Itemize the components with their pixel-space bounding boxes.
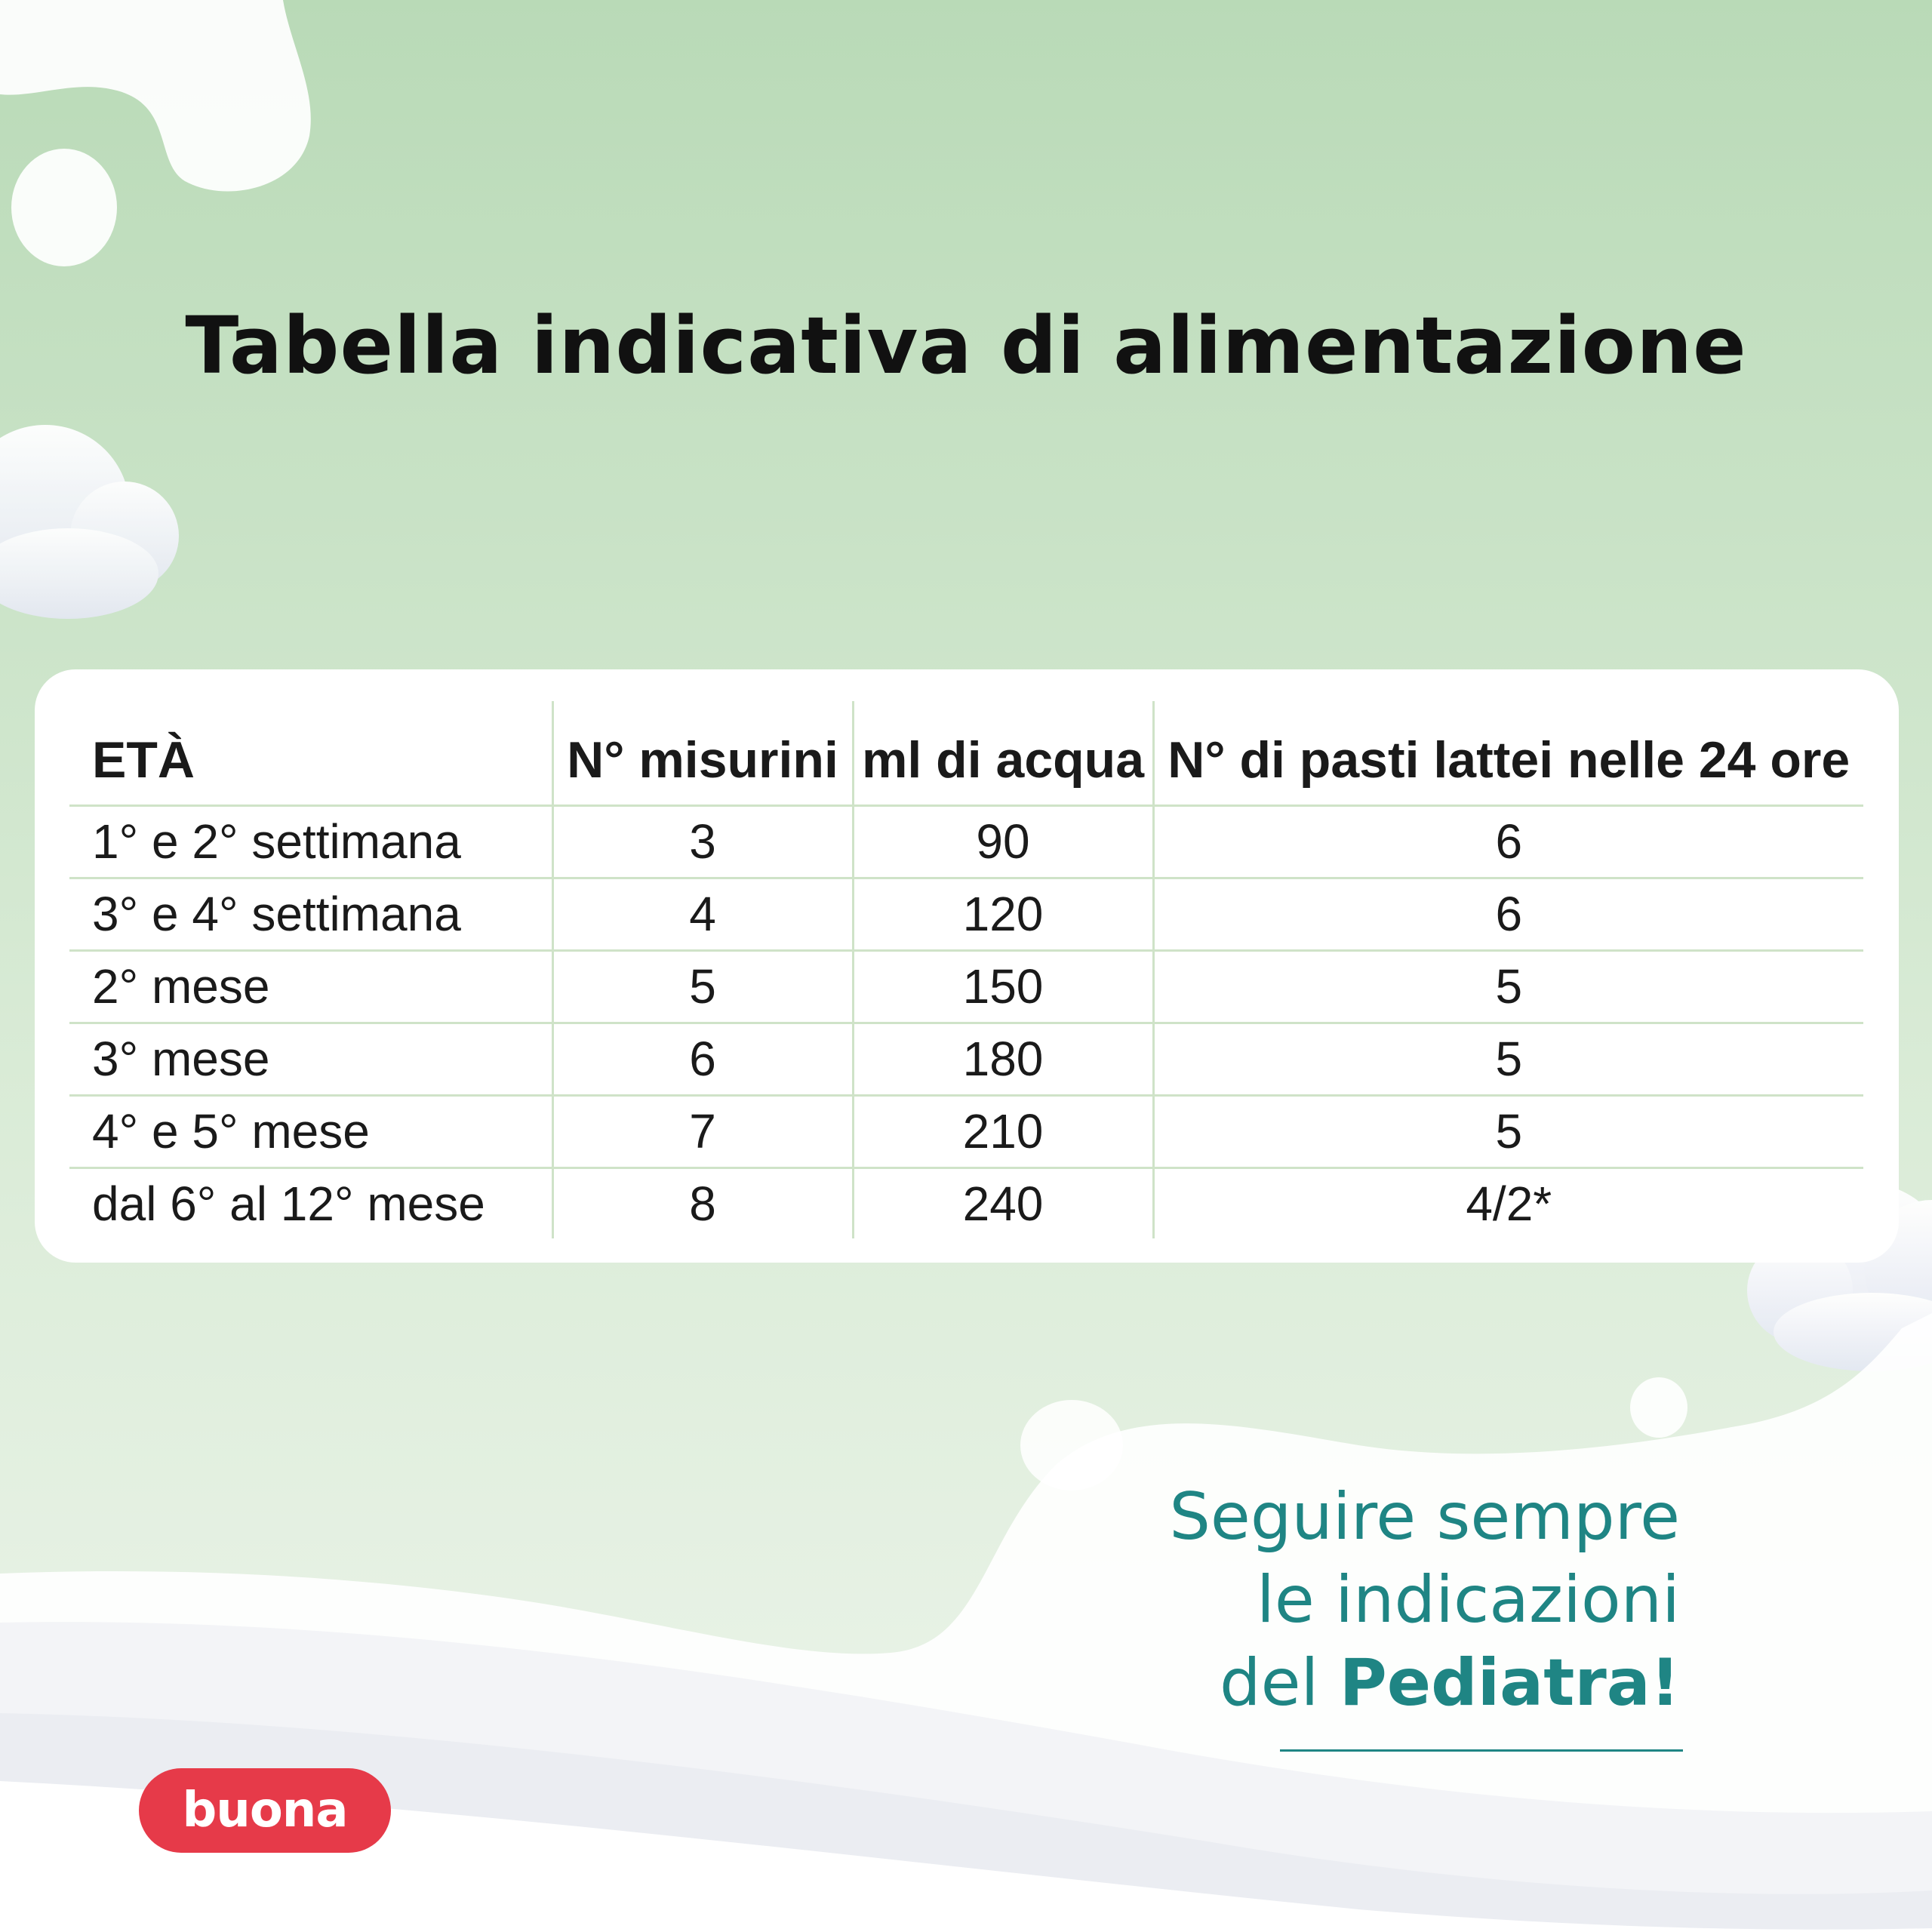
logo-text: buona <box>182 1783 348 1838</box>
pediatrician-note <box>1169 1475 1680 1724</box>
cell-scoops: 5 <box>552 950 853 1023</box>
note-line-2: le indicazioni <box>1256 1562 1680 1638</box>
column-header-meals: N° di pasti lattei nelle 24 ore <box>1153 701 1863 805</box>
note-line-3-prefix: del <box>1220 1645 1340 1721</box>
cell-age: 3° e 4° settimana <box>69 878 552 950</box>
feeding-table-card <box>35 669 1899 1263</box>
cell-age: 2° mese <box>69 950 552 1023</box>
table-row <box>69 1168 1863 1238</box>
cell-age: 3° mese <box>69 1023 552 1095</box>
cell-scoops: 8 <box>552 1168 853 1238</box>
note-line-3 <box>1169 1641 1680 1724</box>
cell-scoops: 7 <box>552 1095 853 1168</box>
cell-age: dal 6° al 12° mese <box>69 1168 552 1238</box>
cell-meals: 5 <box>1153 950 1863 1023</box>
cell-water: 240 <box>853 1168 1153 1238</box>
table-row <box>69 805 1863 878</box>
feeding-table <box>69 701 1863 1238</box>
cell-meals: 5 <box>1153 1023 1863 1095</box>
table-row <box>69 1023 1863 1095</box>
cell-scoops: 4 <box>552 878 853 950</box>
cell-scoops: 3 <box>552 805 853 878</box>
column-header-age: ETÀ <box>92 731 195 789</box>
cell-age: 1° e 2° settimana <box>69 805 552 878</box>
column-header-water: ml di acqua <box>853 701 1153 805</box>
cell-meals: 6 <box>1153 805 1863 878</box>
cell-age: 4° e 5° mese <box>69 1095 552 1168</box>
note-line-1: Seguire sempre <box>1169 1479 1680 1555</box>
cell-water: 90 <box>853 805 1153 878</box>
table-row <box>69 878 1863 950</box>
cell-scoops: 6 <box>552 1023 853 1095</box>
cell-meals: 4/2* <box>1153 1168 1863 1238</box>
cell-water: 150 <box>853 950 1153 1023</box>
table-row <box>69 950 1863 1023</box>
cell-meals: 6 <box>1153 878 1863 950</box>
brand-logo <box>139 1768 391 1853</box>
cell-meals: 5 <box>1153 1095 1863 1168</box>
cell-water: 120 <box>853 878 1153 950</box>
cell-water: 180 <box>853 1023 1153 1095</box>
cell-water: 210 <box>853 1095 1153 1168</box>
page-title: Tabella indicativa di alimentazione <box>185 299 1747 392</box>
column-header-scoops: N° misurini <box>552 701 853 805</box>
note-underline <box>1280 1749 1683 1752</box>
table-header-row <box>69 701 1863 805</box>
note-emphasis: Pediatra! <box>1339 1645 1680 1721</box>
table-row <box>69 1095 1863 1168</box>
